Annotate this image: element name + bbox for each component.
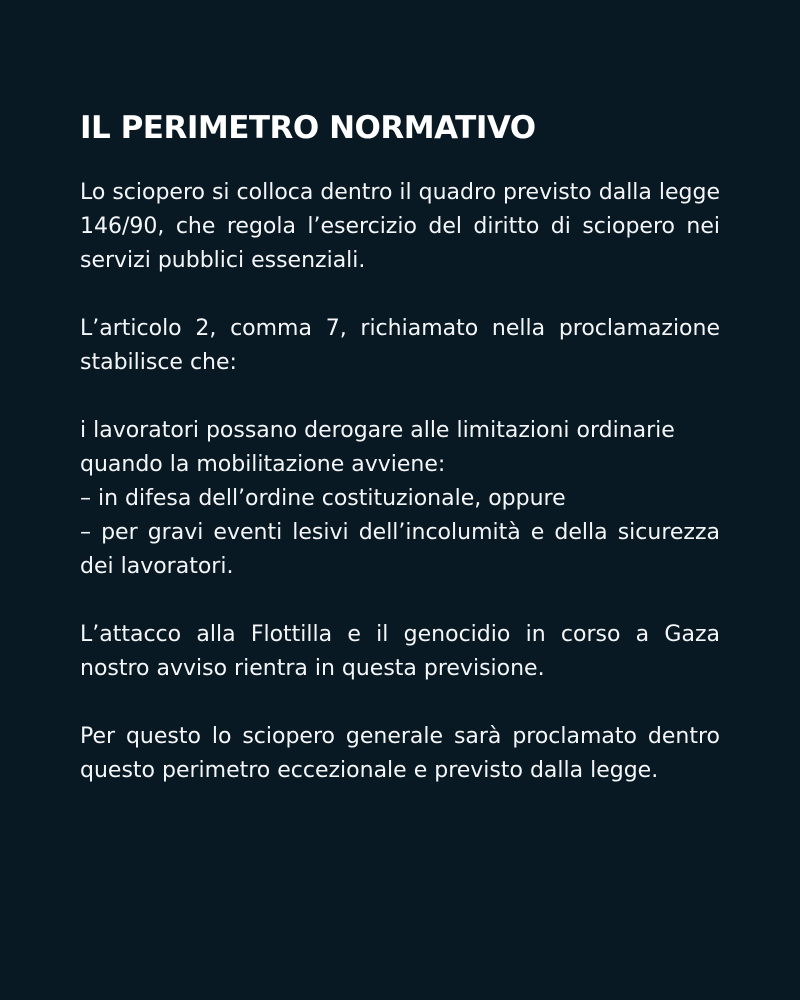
paragraph-article-reference: L’articolo 2, comma 7, richiamato nella proclamazione stabilisce che: bbox=[80, 316, 720, 375]
list-item: – in difesa dell’ordine costituzionale, oppure bbox=[80, 486, 566, 511]
list-item-continuation: dei lavoratori. bbox=[80, 554, 234, 579]
text-line: quando la mobilitazione avviene: bbox=[80, 452, 446, 477]
list-item: – per gravi eventi lesivi dell’incolumità e della sicurezza bbox=[80, 520, 720, 545]
page-title: IL PERIMETRO NORMATIVO bbox=[80, 110, 536, 146]
body-text bbox=[80, 176, 720, 822]
paragraph-derogation-conditions bbox=[80, 414, 720, 584]
paragraph-flotilla-gaza: L’attacco alla Flottilla e il genocidio in corso a Gaza nostro avviso rientra in questa previsione. bbox=[80, 622, 720, 681]
paragraph-legal-framework: Lo sciopero si colloca dentro il quadro previsto dalla legge 146/90, che regola l’esercizio del diritto di sciopero nei servizi pubblici essenziali. bbox=[80, 180, 721, 273]
text-line: i lavoratori possano derogare alle limitazioni ordinarie bbox=[80, 418, 675, 443]
paragraph-general-strike: Per questo lo sciopero generale sarà proclamato dentro questo perimetro eccezionale e previsto dalla legge. bbox=[80, 724, 720, 783]
